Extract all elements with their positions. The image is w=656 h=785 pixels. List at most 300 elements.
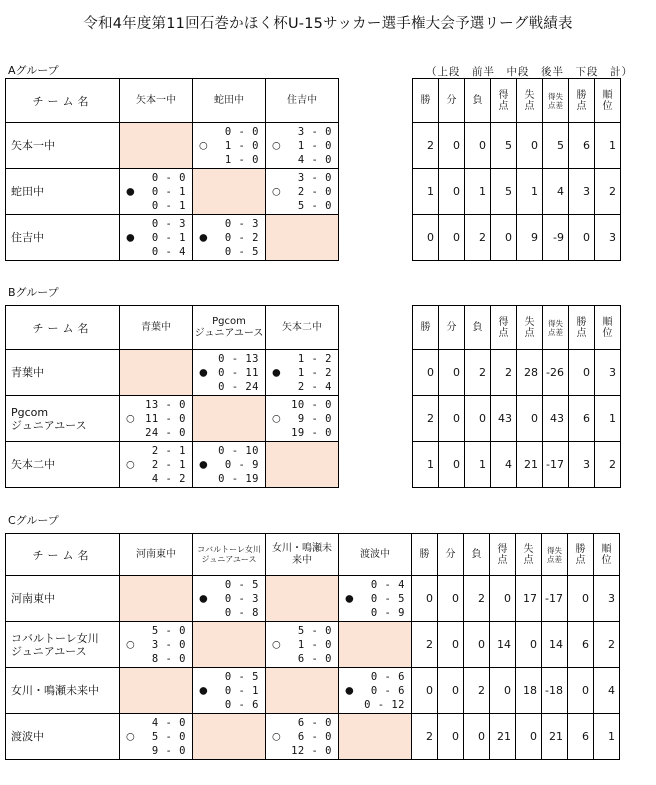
team-header-label: チーム名 <box>32 94 93 108</box>
loss-mark: ● <box>199 685 208 696</box>
match-result-cell <box>193 215 266 261</box>
score-line: 0 - 11 <box>218 366 259 379</box>
score-line: 9 - 0 <box>151 744 186 757</box>
team-name-cell <box>6 169 120 215</box>
stat-header-line1: 勝 <box>419 549 430 560</box>
opponent-name-line2: ジュニアユース <box>194 327 264 339</box>
stat-header <box>569 306 595 350</box>
score-line: 0 - 5 <box>224 578 259 591</box>
stat-header-line2: 点 <box>575 554 586 566</box>
stat-value <box>464 714 490 760</box>
stat-header-line1: 勝 <box>576 89 587 101</box>
empty-match-cell <box>120 576 193 622</box>
team-name: 河南東中 <box>11 592 55 605</box>
stat-value <box>594 576 620 622</box>
spacer-column <box>339 442 413 488</box>
stat-header-line2: 点 <box>576 100 587 112</box>
team-row <box>6 668 620 714</box>
opponent-header <box>266 534 339 576</box>
score-line: 4 - 0 <box>151 716 186 729</box>
stat-header <box>413 79 439 123</box>
stat-number: 3 <box>608 592 615 605</box>
spacer-column <box>339 350 413 396</box>
team-row <box>6 622 620 668</box>
stat-header-line1: 負 <box>472 95 483 106</box>
stat-value <box>517 123 543 169</box>
stat-value <box>412 576 438 622</box>
stat-number: 0 <box>531 139 538 152</box>
stat-value <box>413 169 439 215</box>
match-result-cell <box>193 350 266 396</box>
score-line: 1 - 2 <box>297 352 332 365</box>
stat-number: 2 <box>427 139 434 152</box>
stat-value <box>464 576 490 622</box>
stat-value <box>543 169 569 215</box>
score-line: 0 - 5 <box>224 245 259 258</box>
match-result-cell <box>120 714 193 760</box>
score-line: 19 - 0 <box>291 426 332 439</box>
team-name: 女川・鳴瀬未来中 <box>11 684 99 697</box>
stat-number: 1 <box>609 139 616 152</box>
stat-number: 14 <box>497 638 511 651</box>
stat-header-line1: 得失 <box>547 545 562 555</box>
score-line: 0 - 10 <box>218 444 259 457</box>
stat-number: 2 <box>426 638 433 651</box>
stat-number: 1 <box>609 412 616 425</box>
stat-header-line1: 分 <box>445 549 456 560</box>
opponent-name: 蛇田中 <box>214 94 244 106</box>
loss-mark: ● <box>199 459 208 470</box>
score-line: 5 - 0 <box>151 730 186 743</box>
empty-match-cell <box>339 714 412 760</box>
opponent-name: 渡波中 <box>360 548 390 560</box>
stat-value <box>464 668 490 714</box>
stat-value <box>517 442 543 488</box>
stat-value <box>438 668 464 714</box>
stat-number: 0 <box>583 231 590 244</box>
team-name: 青葉中 <box>11 366 44 379</box>
empty-match-cell <box>193 396 266 442</box>
stat-header <box>594 534 620 576</box>
score-line: 0 - 1 <box>151 199 186 212</box>
stat-value <box>412 714 438 760</box>
stat-header <box>543 306 569 350</box>
opponent-name-line2: ジュニアユース <box>201 554 257 564</box>
stat-number: 2 <box>478 684 485 697</box>
opponent-header <box>339 534 412 576</box>
team-name: 住吉中 <box>11 231 44 244</box>
stat-value <box>491 123 517 169</box>
score-line: 12 - 0 <box>291 744 332 757</box>
match-result-cell <box>266 396 339 442</box>
stat-header-line1: 得失 <box>548 91 563 101</box>
stat-value <box>595 396 621 442</box>
stat-number: 1 <box>531 185 538 198</box>
stat-header <box>413 306 439 350</box>
team-row <box>6 714 620 760</box>
stat-number: 0 <box>583 366 590 379</box>
stat-value <box>490 714 516 760</box>
team-header-label: チーム名 <box>32 321 93 335</box>
opponent-name: 河南東中 <box>136 548 176 560</box>
stat-header <box>438 534 464 576</box>
stat-value <box>517 169 543 215</box>
stat-header-line1: 失 <box>523 543 534 555</box>
stat-number: 4 <box>557 185 564 198</box>
match-result-cell <box>193 442 266 488</box>
stat-number: 9 <box>531 231 538 244</box>
score-line: 6 - 0 <box>297 652 332 665</box>
opponent-header <box>120 79 193 123</box>
win-mark: ○ <box>272 413 281 424</box>
stat-value <box>595 123 621 169</box>
win-mark: ○ <box>199 140 208 151</box>
stat-number: 0 <box>530 638 537 651</box>
team-row <box>6 576 620 622</box>
win-mark: ○ <box>126 459 135 470</box>
stat-header-line1: 負 <box>471 549 482 560</box>
score-line: 0 - 1 <box>151 231 186 244</box>
stat-value <box>439 396 465 442</box>
team-name-cell <box>6 123 120 169</box>
stat-value <box>542 576 568 622</box>
stat-number: 2 <box>608 638 615 651</box>
opponent-header <box>193 306 266 350</box>
team-name-line2: ジュニアユース <box>11 418 87 432</box>
stat-value <box>569 169 595 215</box>
match-result-cell <box>193 668 266 714</box>
stat-value <box>438 622 464 668</box>
stat-number: -17 <box>545 592 563 605</box>
stat-header <box>595 79 621 123</box>
stat-header-line1: 得 <box>498 89 509 101</box>
loss-mark: ● <box>199 367 208 378</box>
stat-value <box>465 442 491 488</box>
opponent-name: 青葉中 <box>141 321 171 333</box>
match-result-cell <box>120 442 193 488</box>
stat-value <box>464 622 490 668</box>
stat-value <box>490 576 516 622</box>
stat-header <box>516 534 542 576</box>
group-table <box>5 533 620 760</box>
opponent-header <box>120 534 193 576</box>
match-result-cell <box>266 622 339 668</box>
stat-number: 0 <box>452 684 459 697</box>
opponent-name: Pgcom <box>212 315 246 327</box>
stat-number: 6 <box>583 139 590 152</box>
stat-header-line1: 負 <box>472 322 483 333</box>
stat-value <box>569 442 595 488</box>
win-mark: ○ <box>126 413 135 424</box>
match-result-cell <box>339 576 412 622</box>
stat-number: 0 <box>452 638 459 651</box>
stat-header <box>439 306 465 350</box>
win-mark: ○ <box>272 186 281 197</box>
stat-value <box>594 714 620 760</box>
stat-value <box>543 350 569 396</box>
stat-value <box>491 350 517 396</box>
header-row <box>6 79 621 123</box>
score-line: 0 - 1 <box>224 684 259 697</box>
stat-number: 2 <box>609 185 616 198</box>
stat-header <box>595 306 621 350</box>
stat-number: 1 <box>479 458 486 471</box>
stat-value <box>543 396 569 442</box>
team-name-cell <box>6 396 120 442</box>
stat-header-line1: 得 <box>497 543 508 555</box>
score-line: 0 - 5 <box>224 670 259 683</box>
stat-number: 21 <box>549 730 563 743</box>
stat-value <box>543 215 569 261</box>
stat-value <box>465 123 491 169</box>
stat-number: 0 <box>452 592 459 605</box>
match-result-cell <box>120 622 193 668</box>
stat-header-line1: 勝 <box>420 95 431 106</box>
stat-value <box>439 350 465 396</box>
score-line: 3 - 0 <box>297 171 332 184</box>
stat-header-line2: 点 <box>524 100 535 112</box>
stat-number: 43 <box>550 412 564 425</box>
stat-value <box>595 169 621 215</box>
stat-number: 0 <box>582 684 589 697</box>
score-line: 0 - 3 <box>224 217 259 230</box>
stat-header-line1: 得失 <box>548 318 563 328</box>
score-line: 0 - 19 <box>218 472 259 485</box>
score-line: 0 - 6 <box>370 684 405 697</box>
score-line: 4 - 0 <box>297 153 332 166</box>
stat-header-line2: 点 <box>498 327 509 339</box>
match-result-cell <box>266 169 339 215</box>
stat-value <box>516 622 542 668</box>
match-result-cell <box>120 396 193 442</box>
team-row <box>6 169 621 215</box>
score-line: 0 - 9 <box>370 606 405 619</box>
team-name-cell <box>6 576 120 622</box>
stat-number: 5 <box>505 185 512 198</box>
stat-header-line2: 点 <box>524 327 535 339</box>
opponent-name: コバルトーレ女川 <box>197 544 261 554</box>
score-line: 5 - 0 <box>151 624 186 637</box>
group-label: Aグループ <box>8 64 59 77</box>
stat-number: 0 <box>479 139 486 152</box>
opponent-header <box>193 534 266 576</box>
stat-header <box>542 534 568 576</box>
score-legend: （上段 前半 中段 後半 下段 計） <box>426 66 633 78</box>
team-name-cell <box>6 442 120 488</box>
stat-value <box>439 169 465 215</box>
stat-number: 0 <box>530 730 537 743</box>
score-line: 2 - 1 <box>151 444 186 457</box>
stat-number: 2 <box>426 730 433 743</box>
spacer-column <box>339 123 413 169</box>
stat-header-line1: 順 <box>601 543 612 555</box>
team-header <box>6 534 120 576</box>
stat-value <box>542 668 568 714</box>
stat-value <box>569 350 595 396</box>
group-table <box>5 305 621 488</box>
stat-number: 0 <box>426 592 433 605</box>
stat-header-line2: 点差 <box>547 554 562 564</box>
opponent-header <box>193 79 266 123</box>
score-line: 0 - 13 <box>218 352 259 365</box>
stat-value <box>517 350 543 396</box>
match-result-cell <box>193 123 266 169</box>
stat-value <box>595 215 621 261</box>
score-line: 0 - 3 <box>224 592 259 605</box>
score-line: 0 - 0 <box>151 171 186 184</box>
score-line: 3 - 0 <box>297 125 332 138</box>
team-name-cell <box>6 622 120 668</box>
empty-match-cell <box>120 350 193 396</box>
stat-number: 0 <box>505 231 512 244</box>
match-result-cell <box>266 123 339 169</box>
team-name: コバルトーレ女川 <box>11 631 99 645</box>
win-mark: ○ <box>126 639 135 650</box>
stat-number: 0 <box>582 592 589 605</box>
stat-header-line1: 勝 <box>576 316 587 328</box>
stat-number: -9 <box>553 231 564 244</box>
stat-value <box>595 350 621 396</box>
stat-number: 3 <box>609 366 616 379</box>
stat-value <box>465 169 491 215</box>
stat-value <box>490 668 516 714</box>
score-line: 0 - 1 <box>151 185 186 198</box>
stat-number: -26 <box>546 366 564 379</box>
stat-number: 2 <box>505 366 512 379</box>
opponent-name: 矢本一中 <box>136 94 176 106</box>
stat-value <box>516 668 542 714</box>
score-line: 6 - 0 <box>297 716 332 729</box>
stat-header-line1: 順 <box>602 316 613 328</box>
stat-value <box>517 396 543 442</box>
stat-header-line1: 失 <box>524 89 535 101</box>
stat-value <box>516 714 542 760</box>
stat-number: 0 <box>479 412 486 425</box>
score-line: 6 - 0 <box>297 730 332 743</box>
match-result-cell <box>339 668 412 714</box>
empty-match-cell <box>193 169 266 215</box>
stat-value <box>438 714 464 760</box>
stat-number: 0 <box>453 458 460 471</box>
score-line: 0 - 4 <box>370 578 405 591</box>
stat-header <box>543 79 569 123</box>
team-row <box>6 215 621 261</box>
empty-match-cell <box>193 622 266 668</box>
opponent-header <box>266 306 339 350</box>
stat-number: 0 <box>504 592 511 605</box>
score-line: 1 - 0 <box>297 638 332 651</box>
stat-value <box>412 622 438 668</box>
stat-value <box>516 576 542 622</box>
loss-mark: ● <box>126 232 135 243</box>
stat-number: 5 <box>505 139 512 152</box>
team-name-cell <box>6 215 120 261</box>
score-line: 8 - 0 <box>151 652 186 665</box>
team-name: 矢本二中 <box>11 458 55 471</box>
match-result-cell <box>120 215 193 261</box>
stat-value <box>568 622 594 668</box>
score-line: 0 - 0 <box>224 125 259 138</box>
score-line: 0 - 4 <box>151 245 186 258</box>
opponent-name: 女川・鳴瀬未 <box>272 542 332 554</box>
loss-mark: ● <box>345 685 354 696</box>
stat-number: 0 <box>453 366 460 379</box>
stat-value <box>439 215 465 261</box>
stat-header <box>491 306 517 350</box>
opponent-name-line2: 来中 <box>292 554 312 566</box>
stat-number: 4 <box>505 458 512 471</box>
stat-number: -18 <box>545 684 563 697</box>
stat-value <box>439 123 465 169</box>
stat-number: 6 <box>582 638 589 651</box>
stat-value <box>542 622 568 668</box>
score-line: 24 - 0 <box>145 426 186 439</box>
stat-header <box>412 534 438 576</box>
loss-mark: ● <box>199 593 208 604</box>
stat-number: 18 <box>523 684 537 697</box>
stat-number: 4 <box>608 684 615 697</box>
stat-number: 1 <box>427 185 434 198</box>
score-line: 5 - 0 <box>297 199 332 212</box>
stat-value <box>594 668 620 714</box>
team-name: Pgcom <box>11 405 49 419</box>
stat-number: 14 <box>549 638 563 651</box>
stat-number: 17 <box>523 592 537 605</box>
stat-header <box>517 306 543 350</box>
group-label: Bグループ <box>8 286 59 299</box>
stat-number: 2 <box>609 458 616 471</box>
opponent-header <box>120 306 193 350</box>
spacer-column <box>339 396 413 442</box>
stat-value <box>568 576 594 622</box>
stat-number: 0 <box>478 730 485 743</box>
stat-header-line1: 失 <box>524 316 535 328</box>
stat-number: 1 <box>479 185 486 198</box>
stat-value <box>490 622 516 668</box>
team-row <box>6 350 621 396</box>
score-line: 5 - 0 <box>297 624 332 637</box>
stat-value <box>413 123 439 169</box>
loss-mark: ● <box>199 232 208 243</box>
score-line: 0 - 2 <box>224 231 259 244</box>
opponent-name: 矢本二中 <box>282 321 322 333</box>
team-header-label: チーム名 <box>32 548 93 562</box>
stat-header-line1: 順 <box>602 89 613 101</box>
stat-header-line2: 点差 <box>548 100 563 110</box>
stat-value <box>491 215 517 261</box>
stat-header <box>517 79 543 123</box>
stat-header <box>569 79 595 123</box>
stat-value <box>491 169 517 215</box>
stat-header-line2: 点 <box>497 554 508 566</box>
stat-value <box>438 576 464 622</box>
score-line: 0 - 6 <box>370 670 405 683</box>
team-header <box>6 79 120 123</box>
stat-header <box>490 534 516 576</box>
stat-value <box>413 396 439 442</box>
score-line: 0 - 5 <box>370 592 405 605</box>
stat-number: 3 <box>583 185 590 198</box>
stat-header-line1: 得 <box>498 316 509 328</box>
stat-value <box>542 714 568 760</box>
stat-number: 0 <box>478 638 485 651</box>
score-line: 0 - 24 <box>218 380 259 393</box>
stat-value <box>412 668 438 714</box>
stat-value <box>569 123 595 169</box>
stat-header-line2: 位 <box>601 554 612 566</box>
stat-value <box>569 396 595 442</box>
stat-value <box>568 714 594 760</box>
